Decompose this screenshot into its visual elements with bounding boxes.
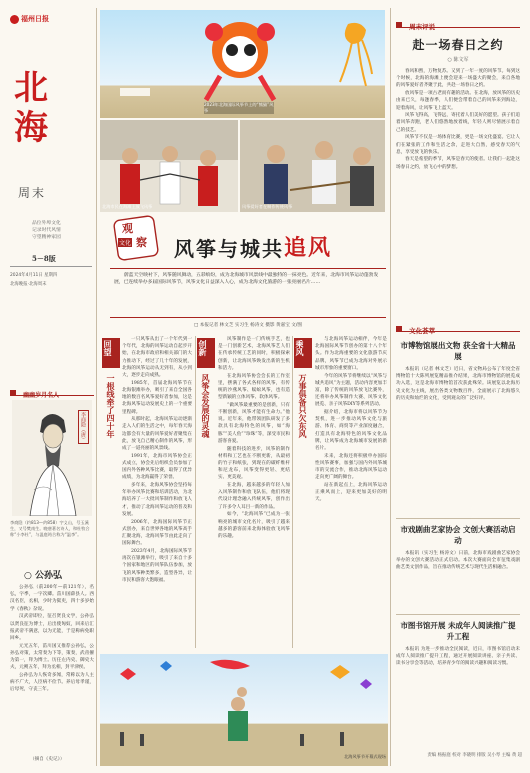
news-1-body: 本报讯（记者 林文芝）近日，省文物局公布了年度全省博物馆十大陈列展览精品推介结果，北海市博物馆的展览成功入选，这是北海市博物馆首次获此殊荣。该展览以北海历史文化为主线，展出各类文物数百件，全面展示了北海悠久的历史和灿烂的文化，受到观众的广泛好评。 xyxy=(396,367,520,401)
hero-caption-1: 2023年北海国际风筝节上的“熊猫”风筝 xyxy=(204,102,274,113)
column-1-tag: 回望 xyxy=(102,338,120,368)
portrait-name-tag: 李商隐（唐） xyxy=(78,410,89,444)
column-2-tag: 创新 xyxy=(197,338,215,368)
logo-icon xyxy=(10,15,19,24)
hero-caption-2: 北海市民在海滩上放飞风筝 xyxy=(102,204,153,209)
column-1 xyxy=(100,332,192,652)
pen-icon-2 xyxy=(396,22,402,28)
headline-main: 风筝与城共 xyxy=(173,237,284,261)
lead-text: 蔚蓝天空映衬下，风筝随风舞动，五彩缤纷，成为北海城市风景线中最独特的一抹亮色。近年来，北海市风筝运动蓬勃发展，已连续举办多届国际风筝节，风筝文化日益深入人心，成为北海文化旅游的一张亮丽名片…… xyxy=(114,273,379,286)
essay-column-title: ○ 公孙弘 xyxy=(24,571,62,581)
side-notes: 品位外埠文化 记录时代风情 守望精神家园 xyxy=(32,221,61,240)
news-3-title: 市图书馆开展 未成年人阅读推广提升工程 xyxy=(400,621,516,641)
right-label-1: 周末评说 xyxy=(396,14,520,28)
column-3-body: 与北海风筝运动相伴，今年是北海国际风筝节创办的第十八个年头。作为北海重要的文化旅游节庆品牌，风筝节已成为北海对外展示城市形象的重要窗口。 今年的风筝节将继续以“风筝与城共追风”为主题，活动内容更加丰富，除了传统的风筝放飞比赛外，还将举办风筝制作大赛、风筝文化展览、亲子风筝DIY等系列活动。 据介绍，北海市将以风筝节为契机，进一步推动风筝文化与旅游、体育、商贸等产业深度融合，打造具有北海特色的风筝文化品牌，让风筝成为北海城市发展的新名片。 未来，北海还将积极申办国际性风筝赛事，加强与国内外风筝城市的交流合作，推动北海风筝运动走向更广阔的舞台。 站在新起点上，北海风筝运动正乘风而上，迎来更加美好的明天。 xyxy=(315,337,387,503)
paper-logo xyxy=(10,12,90,26)
news-2-title: 市戏剧曲艺家协会 文创大赛活动启动 xyxy=(400,525,516,545)
essay-body: 公孙弘（前200年—前121年），名弘，字季，一字次卿。菑川国薛县人。西汉名臣，丞相，少时为狱吏，四十多岁始学《春秋》杂说。 汉武帝即位，征召贤良文学，公孙弘以贤良征为博士，后出使匈奴，回来后汇报武帝不满意，以为无能，于是称病免职回乡。 元光五年，菑川国又推荐公孙弘，公孙弘对策，太常奏为下等，策奏，武帝擢为第一，拜为博士。历任左内史、御史大夫，元朔五年，拜为丞相，封平津侯。 公孙弘为人恢奇多闻，常称以为人主病不广大，人臣病不俭节。养后母孝谨，后母死，守丧三年。 xyxy=(10,585,94,693)
news-3-body: 本报讯 为进一步推动全民阅读，近日，市图书馆启动未成年人阅读推广提升工程，通过开展阅读讲座、亲子共读、读书分享会等活动，培养青少年的阅读兴趣和阅读习惯。 xyxy=(396,647,520,667)
news-1-title: 市博物馆展出文物 获全省十大精品展 xyxy=(400,341,516,361)
essay-body-right: 春风和煦，万物复苏。又到了一年一度的风筝节。每到这个时候，北海的海滩上便会迎来一场盛大的聚会，来自各地的风筝爱好者齐聚于此，共赴一场春日之约。 放风筝是一项古老而有趣的活动。在北海，放风筝的历史由来已久，每逢春季，人们便会带着自己的风筝来到海边，迎着海风，让风筝飞上蓝天。 风筝飞得高，飞得远，寄托着人们美好的愿望。孩子们追着风筝奔跑，老人们悠然地放着线，年轻人则尽情展示着自己的技艺。 风筝节不仅是一场体育比赛，更是一场文化盛宴。它让人们在紧张的工作和生活之余，走进大自然，感受春天的气息，享受放飞的快乐。 春天是希望的季节，风筝是春天的使者。让我们一起赴这场春日之约，放飞心中的梦想。 xyxy=(396,69,520,170)
pen-icon xyxy=(10,390,16,396)
hero-photo-people xyxy=(100,120,238,212)
editor-line: 北海晚报·北海周末 xyxy=(10,282,47,287)
paper-name: 福州日报 xyxy=(21,15,49,23)
essay-title: 赴一场春日之约 xyxy=(412,38,504,52)
badge-sub: 文化 xyxy=(119,240,132,247)
essay-author: ○ 陈文军 xyxy=(447,57,469,63)
hero-caption-3: 风筝爱好者在制作传统风筝 xyxy=(242,204,293,209)
column-3 xyxy=(294,332,388,652)
column-2-subtitle: 风筝会发展的灵魂 xyxy=(201,374,211,438)
column-3-subtitle: 万事俱备只欠东风 xyxy=(298,374,308,438)
masthead-subtitle: 周末 xyxy=(18,186,47,200)
news-2-body: 本报讯（实习生 杨涛文）日前，北海市戏剧曲艺家协会举办的文创大赛活动正式启动。本次大赛面向全市征集戏剧曲艺类文创作品，旨在推动传统艺术与现代生活相融合。 xyxy=(396,551,520,571)
headline-accent: 追风 xyxy=(283,235,332,261)
badge-char-2: 察 xyxy=(136,236,147,249)
portrait-label: 幽幽岁月名人 xyxy=(10,382,94,396)
issue-number: 5－8版 xyxy=(32,254,56,263)
essay-source: （摘自《史记》） xyxy=(30,757,65,762)
pen-icon-3 xyxy=(396,326,402,332)
portrait-illustration xyxy=(12,400,92,516)
lead-box xyxy=(110,268,386,318)
date-line: 2024年4月11日 星期四 xyxy=(10,273,58,278)
beach-caption: 北海风筝节开幕式现场 xyxy=(344,754,386,759)
hero-photo-kites xyxy=(100,10,385,118)
column-3-tag: 乘风 xyxy=(294,338,312,368)
headline xyxy=(118,230,388,262)
column-1-subtitle: 一根线牵了四十年 xyxy=(106,374,116,438)
masthead-title-2: 海 xyxy=(14,108,48,148)
column-2 xyxy=(197,332,290,652)
beach-kite-photo xyxy=(100,654,388,766)
badge-char-1: 观 xyxy=(122,222,133,235)
portrait-caption: 李商隐（约813—约858）字义山，号玉溪生，又号樊南生。晚唐著名诗人，和杜牧合称“小李杜”，与温庭筠合称为“温李”。 xyxy=(10,520,90,537)
right-label-2: 文化荟萃 xyxy=(396,318,520,332)
byline: □ 本报记者 林文芝 实习生 杨涛文 摄影 黄嘉宝 文/图 xyxy=(194,323,302,328)
column-1-body: 一只风筝从出了一个年代到一个年代，北海的风筝运动自起步开始，在北海市政府和相关部门的大力推动下，经过了几十年的发展，北海的风筝运动从无到有，从小到大，逐步走向成熟。 1985年，首届北海风筝节在北海银滩举办，吸引了来自全国各地的数百名风筝爱好者参加，这是北海风筝运动发展史上的一个重要里程碑。 从那时起，北海风筝运动逐渐走入人们的生活之中，每年春天海边都会有大量的风筝爱好者聚集在此，放飞自己精心制作的风筝，形成了一道亮丽的风景线。 1991年，北海市风筝协会正式成立，协会先后组织会员参加了国内外各种风筝比赛，取得了优异成绩，为北海赢得了荣誉。 多年来，北海风筝协会坚持每年举办风筝比赛和培训活动，为北海培养了一大批风筝制作和放飞人才，推动了北海风筝运动的普及和发展。 2006年，北海国际风筝节正式创办，来自世界各地的风筝高手汇聚北海，北海风筝节由此走向了国际舞台。 2023年4月，北海国际风筝节再次在银滩举行，吸引了来自十多个国家和地区的风筝队伍参加，放飞的风筝种类繁多，造型各异，让市民和游客大饱眼福。 xyxy=(122,337,192,583)
masthead-title-1: 北 xyxy=(14,68,48,108)
footer-editors: 责编 杨振庭 校对 李晓明 排版 吴小琴 主编 黄 超 xyxy=(427,753,522,758)
hero-photo-crafting xyxy=(240,120,385,212)
masthead xyxy=(10,10,92,310)
column-2-body: 风筝制作是一门传统手艺，也是一门创新艺术，北海风筝艺人们在传承传统工艺的同时，积极探索创新，让北海风筝焕发出新的生机和活力。 在北海风筝协会会长的工作室里，摆满了各式各样的风筝，有传统的沙燕风筝、蜈蚣风筝，也有造型新颖的立体风筝、软体风筝。 “做风筝最重要的是创新，只有不断创新，风筝才能有生命力。”他说。近年来，他带领团队研发了多款具有北海特色的风筝，如“海豚”“美人鱼”“珍珠”等，深受市民和游客喜爱。 随着科技的进步，风筝的制作材料和工艺也在不断更新，从最初的竹子和纸张，到现在的碳纤维杆和尼龙布，风筝变得更轻、更结实、更美观。 在北海，越来越多的年轻人加入风筝制作和放飞队伍，他们将现代设计理念融入传统风筝，创作出了许多令人耳目一新的作品。 如今，“北海风筝”已成为一张响亮的城市文化名片，吸引了越来越多的游客前来北海体验放飞风筝的乐趣。 xyxy=(218,337,290,539)
